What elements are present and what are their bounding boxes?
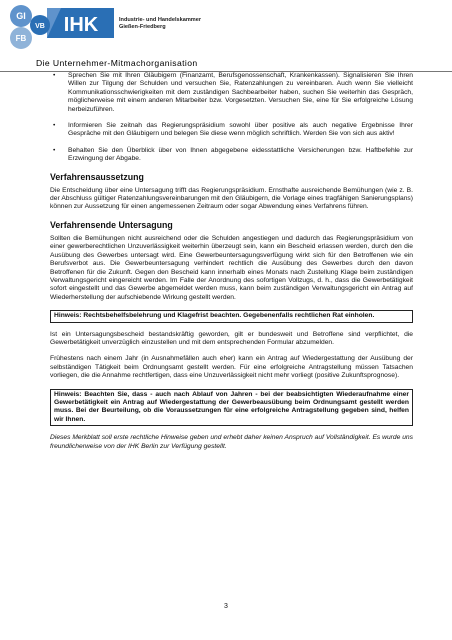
section-heading-verfahrensaussetzung: Verfahrensaussetzung (50, 171, 144, 182)
bullet-item (50, 72, 413, 114)
logo-word-ihk: IHK (63, 14, 99, 36)
logo-letters-fb: FB (15, 34, 27, 43)
chamber-name (119, 17, 201, 31)
claim-text: Die Unternehmer-Mitmachorganisation (36, 58, 198, 68)
ihk-logo (9, 4, 114, 54)
chamber-line-2: Gießen-Friedberg (119, 24, 166, 30)
bullet-icon: • (53, 122, 56, 130)
bullet-icon: • (53, 72, 56, 79)
hint-box-rechtsbehelf: Hinweis: Rechtsbehelfsbelehrung und Klagefrist beachten. Gegebenenfalls rechtlichen Rat einholen. (50, 310, 413, 322)
page-header (0, 0, 452, 74)
bullet-item (50, 122, 413, 139)
bullet-icon: • (53, 146, 56, 154)
bullet-text: Informieren Sie zeitnah das Regierungspräsidium sowohl über positive als auch negative Ergebnisse Ihrer Gespräche mit den Gläubigern und belegen Sie diese wenn möglich schriftlich. Werden Sie von sich aus aktiv! (68, 122, 413, 138)
page-number: 3 (224, 603, 228, 610)
logo-letters-gi: GI (16, 11, 26, 21)
bullet-text: Sprechen Sie mit Ihren Gläubigern (Finanzamt, Berufsgenossenschaft, Krankenkassen). Signalisieren Sie Ihren Willen zur Tilgung der Schulden und versuchen Sie, Ratenzahlungen zu vereinbaren. Auch wenn Sie vielleicht Kommunikationsschwierigkeiten mit dem zuständigen Sachbearbeiter haben, suchen Sie weiterhin das Gespräch, möglicherweise mit einem anderen Mitarbeiter bzw. Vorgesetzten. Versuchen Sie, eine für Sie erfolgreiche Lösung herbeizuführen. (68, 72, 413, 113)
bullet-text: Behalten Sie den Überblick über von Ihnen abgegebene eidesstattliche Versicherungen bzw. Haftbefehle zur Erzwingung der Abgabe. (68, 146, 413, 163)
disclaimer-text: Dieses Merkblatt soll erste rechtliche Hinweise geben und erhebt daher keinen Anspruch auf Vollständigkeit. Es wurde uns freundlicherweise von der IHK Berlin zur Verfügung gestellt. (50, 434, 413, 450)
section-text-untersagung: Sollten die Bemühungen nicht ausreichend oder die Schulden angestiegen und dadurch das Regierungspräsidium von einer gewerberechtlichen Unzuverlässigkeit weiterhin überzeugt sein, kann ein Bescheid erlassen werden, durch den die Ausübung des Gewerbes untersagt wird. Eine Gewerbeuntersagungsverfügung wirkt sich für den Betroffenen wie ein Berufsverbot aus. Die Gewerbeuntersagung verhindert rechtlich die Ausübung des Gewerbes durch den davon Betroffenen für die Zukunft. Gegen den Bescheid kann innerhalb eines Monats nach Zustellung Klage beim zuständigen Verwaltungsgericht eingereicht werden. Im Falle der Anordnung des sofortigen Vollzugs, d. h., dass die Gewerbetätigkeit sofort eingestellt und das Gewerbe abgemeldet werden muss, kann beim zuständigen Verwaltungsgericht ein Antrag auf Wiederherstellung der aufschiebende Wirkung gestellt werden. (50, 234, 413, 301)
paragraph-wiedergestattung: Frühestens nach einem Jahr (in Ausnahmefällen auch eher) kann ein Antrag auf Wiedergestattung der Ausübung der selbständigen Tätigkeit beim Ordnungsamt gestellt werden. Für eine erfolgreiche Antragstellung müssen Tatsachen vorliegen, die die Annahme rechtfertigen, dass eine Unzuverlässigkeit nicht mehr vorliegt (positive Zukunftsprognose). (50, 355, 413, 380)
page-content (50, 72, 413, 451)
hint-box-wiederaufnahme: Hinweis: Beachten Sie, dass - auch nach Ablauf von Jahren - bei der beabsichtigten Wiederaufnahme einer Gewerbetätigkeit ein Antrag auf Wiedergestattung der Gewerbeausübung beim Ordnungsamt gestellt werden muss. Bei der Beurteilung, ob die Voraussetzungen für eine erfolgreiche Antragstellung gegeben sind, helfen wir Ihnen. (50, 389, 413, 427)
section-text-verfahrensaussetzung: Die Entscheidung über eine Untersagung trifft das Regierungspräsidium. Ernsthafte ausreichende Bemühungen (wie z. B. der Abschluss gültiger Ratenzahlungsvereinbarungen mit den Gläubigern, die Vorlage eines tragfähigen Sanierungsplans) können zur Aussetzung für einen angemessenen Zeitraum oder sogar Abwendung eines Verfahrens führen. (50, 186, 413, 211)
section-heading-untersagung: Verfahrensende Untersagung (50, 219, 173, 230)
paragraph-bestandskraft: Ist ein Untersagungsbescheid bestandskräftig geworden, gilt er bundesweit und Betroffene sind verpflichtet, die Gewerbetätigkeit unverzüglich einzustellen und mit dem entsprechenden Formular abzumelden. (50, 330, 413, 346)
logo-letters-vb: VB (35, 23, 45, 30)
bullet-item (50, 147, 413, 164)
chamber-line-1: Industrie- und Handelskammer (119, 17, 202, 23)
